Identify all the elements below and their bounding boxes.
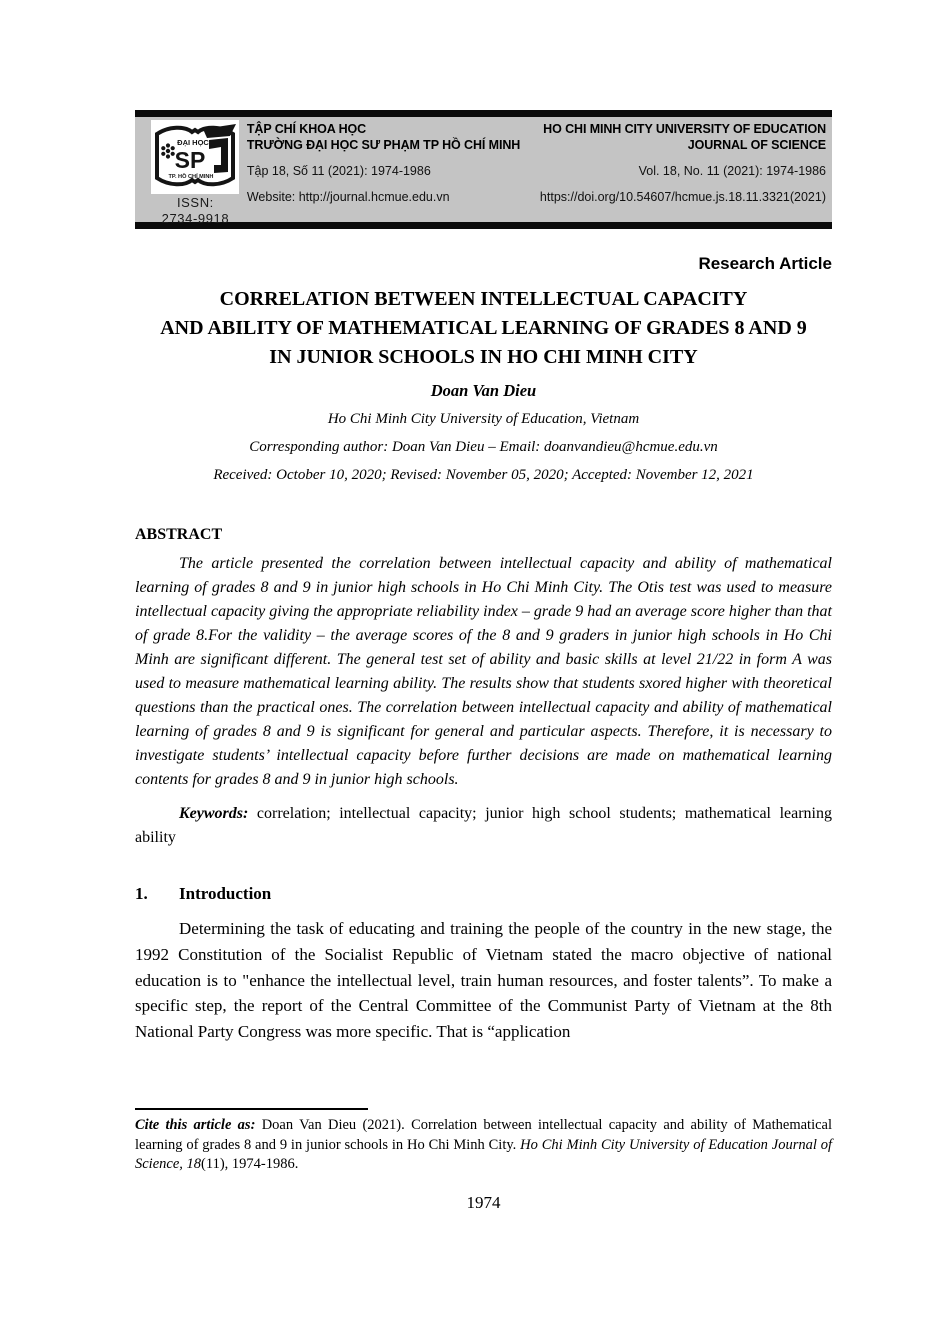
cite-journal-name: Ho Chi Minh City University of Education Journal of Science, 18 xyxy=(135,1136,833,1172)
keywords-label: Keywords: xyxy=(179,805,249,822)
doi-url: https://doi.org/10.54607/hcmue.js.18.11.3321(2021) xyxy=(539,190,826,204)
cite-text-2: (11), 1974-1986. xyxy=(201,1156,299,1172)
university-name-vi: TRƯỜNG ĐẠI HỌC SƯ PHẠM TP HỒ CHÍ MINH xyxy=(246,138,521,152)
page-content xyxy=(135,0,832,1045)
journal-name-en: JOURNAL OF SCIENCE xyxy=(687,138,826,152)
header-vietnamese-column xyxy=(247,120,540,222)
footnote-block xyxy=(135,1108,832,1175)
article-type-label: Research Article xyxy=(698,254,832,273)
article-title-line: AND ABILITY OF MATHEMATICAL LEARNING OF GRADES 8 AND 9 xyxy=(160,317,807,339)
issn-label: ISSN: xyxy=(176,195,214,210)
introduction-paragraph: Determining the task of educating and training the people of the country in the new stage, the 1992 Constitution of the Socialist Republic of Vietnam stated the macro objective of national education is to "enhance the intellectual level, train human resources, and foster talents”. To make a specific step, the report of the Central Committee of the Communist Party of Vietnam at the 8th National Party Congress was more specific. That is “application xyxy=(135,919,832,1042)
university-name-en: HO CHI MINH CITY UNIVERSITY OF EDUCATION xyxy=(543,122,826,136)
logo-dai-hoc-text: ĐẠI HỌC xyxy=(177,138,210,147)
issn-value: 2734-9918 xyxy=(161,211,230,226)
keywords-text: correlation; intellectual capacity; junior high school students; mathematical learning ability xyxy=(135,805,832,846)
author-affiliation: Ho Chi Minh City University of Education, Vietnam xyxy=(327,411,640,427)
university-logo xyxy=(151,120,239,194)
author-name: Doan Van Dieu xyxy=(430,381,537,400)
article-title-line: IN JUNIOR SCHOOLS IN HO CHI MINH CITY xyxy=(269,346,698,368)
logo-column xyxy=(144,120,247,226)
journal-name-vi: TẬP CHÍ KHOA HỌC xyxy=(246,122,367,136)
section-title: Introduction xyxy=(179,884,272,903)
journal-header xyxy=(135,110,832,229)
logo-tphcm-text: TP. HỒ CHÍ MINH xyxy=(168,174,214,180)
section-heading-introduction xyxy=(135,883,832,905)
cite-label: Cite this article as: xyxy=(135,1117,256,1133)
website-url: Website: http://journal.hcmue.edu.vn xyxy=(246,190,450,204)
citation-note xyxy=(135,1116,832,1175)
footnote-divider xyxy=(135,1108,368,1110)
article-history-line: Received: October 10, 2020; Revised: November 05, 2020; Accepted: November 12, 2021 xyxy=(213,467,754,483)
volume-info-en: Vol. 18, No. 11 (2021): 1974-1986 xyxy=(638,164,826,178)
article-title xyxy=(135,285,832,372)
keywords-line xyxy=(135,802,832,850)
cite-text-1: Doan Van Dieu (2021). Correlation between intellectual capacity and ability of Mathematical learning of grades 8 and 9 in junior schools in Ho Chi Minh City. xyxy=(135,1117,832,1153)
article-title-line: CORRELATION BETWEEN INTELLECTUAL CAPACITY xyxy=(219,288,748,310)
logo-sp-text: SP xyxy=(175,147,206,173)
volume-info-vi: Tập 18, Số 11 (2021): 1974-1986 xyxy=(246,164,431,178)
section-number: 1. xyxy=(135,884,148,903)
open-book-logo-icon xyxy=(151,120,239,194)
header-english-column xyxy=(540,120,826,222)
page-number: 1974 xyxy=(466,1193,501,1212)
abstract-heading: ABSTRACT xyxy=(135,526,223,543)
abstract-text: The article presented the correlation between intellectual capacity and ability of mathematical learning of grades 8 and 9 in junior high schools in Ho Chi Minh City. The Otis test was used to measure intellectual capacity giving the appropriate reliability index – grade 9 had an average score higher than that of grade 8.For the validity – the average scores of the 8 and 9 graders in junior high schools in Ho Chi Minh are significant different. The general test set of ability and basic skills at level 21/22 in form A was used to measure mathematical learning ability. The results show that students sxored higher with theoretical questions than the practical ones. The correlation between intellectual capacity and ability of mathematical learning of grades 8 and 9 is significant for general and particular aspects. Therefore, it is necessary to investigate students’ intellectual capacity before further decisions are made on mathematical learning contents for grades 8 and 9 in junior high schools. xyxy=(135,555,832,788)
corresponding-author-line: Corresponding author: Doan Van Dieu – Email: doanvandieu@hcmue.edu.vn xyxy=(249,439,718,455)
